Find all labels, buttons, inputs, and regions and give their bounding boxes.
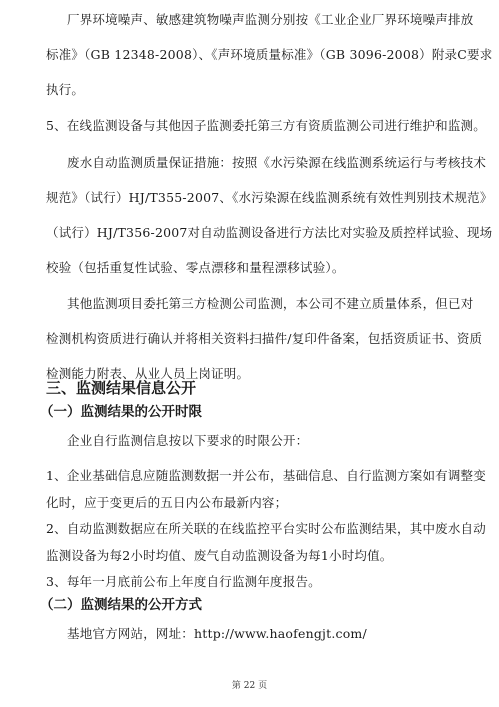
list-item: 3、每年一月底前公布上年度自行监测年度报告。	[46, 574, 321, 589]
paragraph-line: 规范》（试行）HJ/T355-2007、《水污染源在线监测系统有效性判别技术规范》	[46, 190, 493, 205]
paragraph-line: 厂界环境噪声、敏感建筑物噪声监测分别按《工业企业厂界环境噪声排放	[67, 12, 474, 27]
paragraph-line: 企业自行监测信息按以下要求的时限公开：	[67, 433, 309, 448]
list-item-continuation: 监测设备为每2小时均值、废气自动监测设备为每1小时均值。	[46, 548, 393, 563]
paragraph-line: 检测机构资质进行确认并将相关资料扫描件/复印件备案，包括资质证书、资质	[46, 331, 483, 346]
list-item: 1、企业基础信息应随监测数据一并公布，基础信息、自行监测方案如有调整变	[46, 468, 486, 483]
paragraph-line: 其他监测项目委托第三方检测公司监测，本公司不建立质量体系，但已对	[67, 296, 474, 311]
list-item: 2、自动监测数据应在所关联的在线监控平台实时公布监测结果，其中废水自动	[46, 521, 486, 536]
website-line: 基地官方网站，网址：http://www.haofengjt.com/	[67, 626, 367, 641]
subsection-heading: （一）监测结果的公开时限	[40, 404, 202, 420]
page-number: 第 22 页	[231, 681, 268, 691]
paragraph-line: （试行）HJ/T356-2007对自动监测设备进行方法比对实验及质控样试验、现场	[46, 225, 493, 240]
list-item-continuation: 化时，应于变更后的五日内公布最新内容；	[46, 495, 288, 510]
paragraph-line: 执行。	[46, 82, 85, 97]
section-heading: 三、监测结果信息公开	[46, 379, 197, 397]
paragraph-line: 校验（包括重复性试验、零点漂移和量程漂移试验）。	[46, 260, 345, 275]
subsection-heading: （二）监测结果的公开方式	[40, 597, 202, 613]
paragraph-line: 标准》（GB 12348-2008）、《声环境质量标准》（GB 3096-2008）附录C要求	[46, 47, 493, 62]
paragraph-line: 废水自动监测质量保证措施：按照《水污染源在线监测系统运行与考核技术	[67, 155, 487, 170]
paragraph-line: 5、在线监测设备与其他因子监测委托第三方有资质监测公司进行维护和监测。	[46, 118, 486, 133]
paragraph-line: 检测能力附表、从业人员上岗证明。	[46, 366, 250, 381]
